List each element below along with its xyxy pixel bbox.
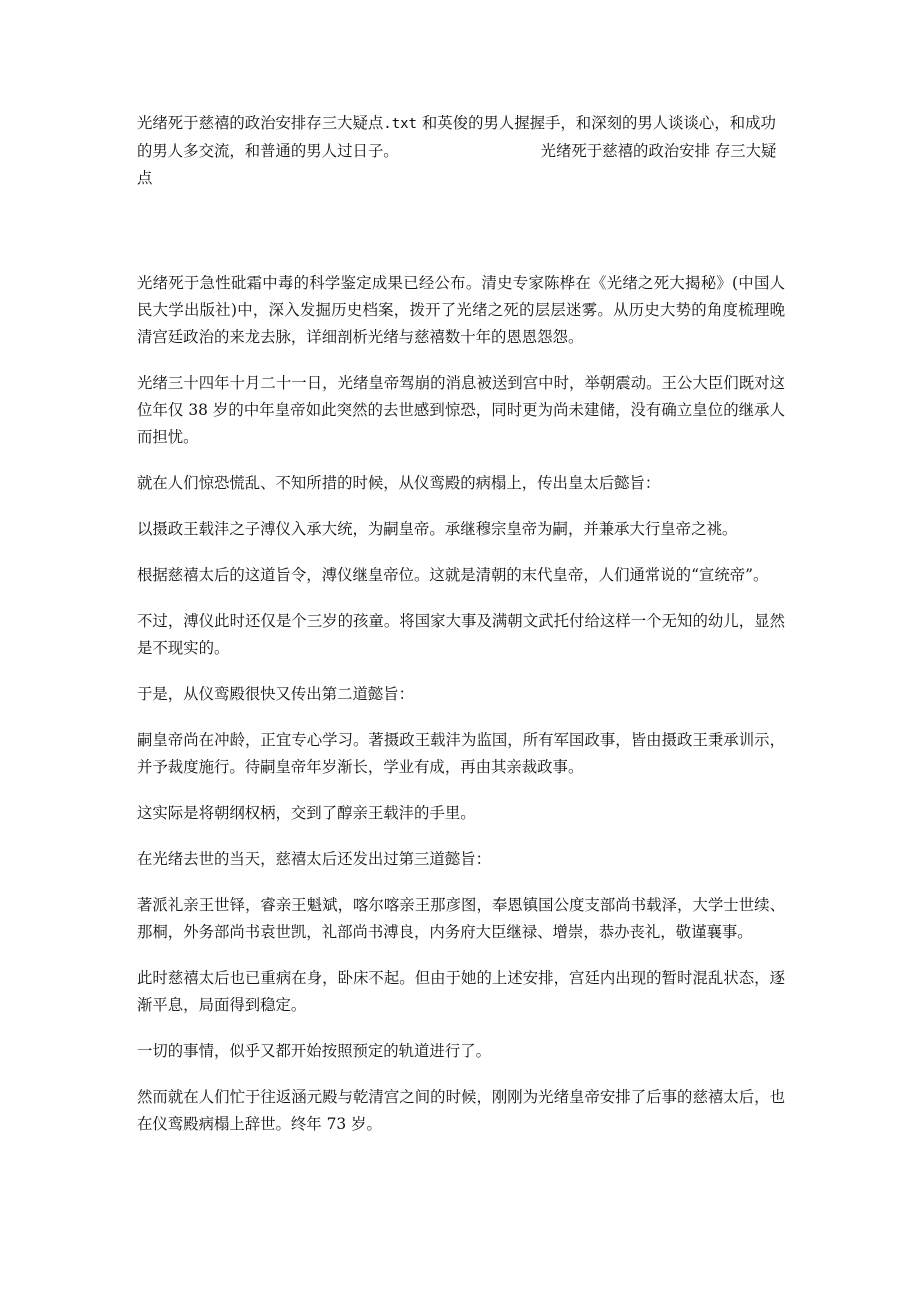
paragraph-13: 一切的事情，似乎又都开始按照预定的轨道进行了。 (137, 1042, 491, 1060)
paragraph-1: 光绪死于急性砒霜中毒的科学鉴定成果已经公布。清史专家陈桦在《光绪之死大揭秘》(中国人民大学出版社)中，深入发掘历史档案，拨开了光绪之死的层层迷雾。从历史大势的角度梳理晚清宫廷政治的来龙去脉，详细剖析光绪与慈禧数十年的恩恩怨怨。 (137, 274, 785, 346)
paragraph-4: 以摄政王载沣之子溥仪入承大统，为嗣皇帝。承继穆宗皇帝为嗣，并兼承大行皇帝之祧。 (137, 520, 738, 538)
paragraph-14: 然而就在人们忙于往返涵元殿与乾清宫之间的时候，刚刚为光绪皇帝安排了后事的慈禧太后，也在仪鸾殿病榻上辞世。终年 73 岁。 (137, 1088, 785, 1133)
paragraph-11: 著派礼亲王世铎，睿亲王魁斌，喀尔喀亲王那彦图，奉恩镇国公度支部尚书载泽，大学士世续、那桐，外务部尚书袁世凯，礼部尚书溥良，内务府大臣继禄、增崇，恭办丧礼，敬谨襄事。 (137, 896, 785, 941)
header-motto: 和英俊的男人握握手，和深刻的男人谈谈心，和成功的男人多交流，和普通的男人过日子。 (137, 114, 776, 160)
paragraph-9: 这实际是将朝纲权柄，交到了醇亲王载沣的手里。 (137, 804, 476, 822)
header-title-repeat: 光绪死于慈禧的政治安排 存三大疑点 (137, 142, 777, 187)
paragraph-2: 光绪三十四年十月二十一日，光绪皇帝驾崩的消息被送到宫中时，举朝震动。王公大臣们既对这位年仅 38 岁的中年皇帝如此突然的去世感到惊恐，同时更为尚未建储，没有确立皇位的继承人而担忧。 (137, 374, 785, 446)
document-header (137, 110, 785, 192)
paragraph-8: 嗣皇帝尚在冲龄，正宜专心学习。著摄政王载沣为监国，所有军国政事，皆由摄政王秉承训示，并予裁度施行。待嗣皇帝年岁渐长，学业有成，再由其亲裁政事。 (137, 731, 785, 776)
paragraph-6: 不过，溥仪此时还仅是个三岁的孩童。将国家大事及满朝文武托付给这样一个无知的幼儿，显然是不现实的。 (137, 612, 785, 657)
header-title: 光绪死于慈禧的政治安排存三大疑点 (137, 114, 384, 132)
paragraph-12: 此时慈禧太后也已重病在身，卧床不起。但由于她的上述安排，宫廷内出现的暂时混乱状态，逐渐平息，局面得到稳定。 (137, 969, 785, 1014)
document-page (137, 110, 785, 1157)
paragraph-3: 就在人们惊恐慌乱、不知所措的时候，从仪鸾殿的病榻上，传出皇太后懿旨： (137, 474, 661, 492)
paragraph-10: 在光绪去世的当天，慈禧太后还发出过第三道懿旨： (137, 850, 491, 868)
paragraph-5: 根据慈禧太后的这道旨令，溥仪继皇帝位。这就是清朝的末代皇帝，人们通常说的“宣统帝”。 (137, 566, 769, 584)
paragraph-7: 于是，从仪鸾殿很快又传出第二道懿旨： (137, 685, 415, 703)
header-file-extension: .txt (383, 116, 417, 132)
